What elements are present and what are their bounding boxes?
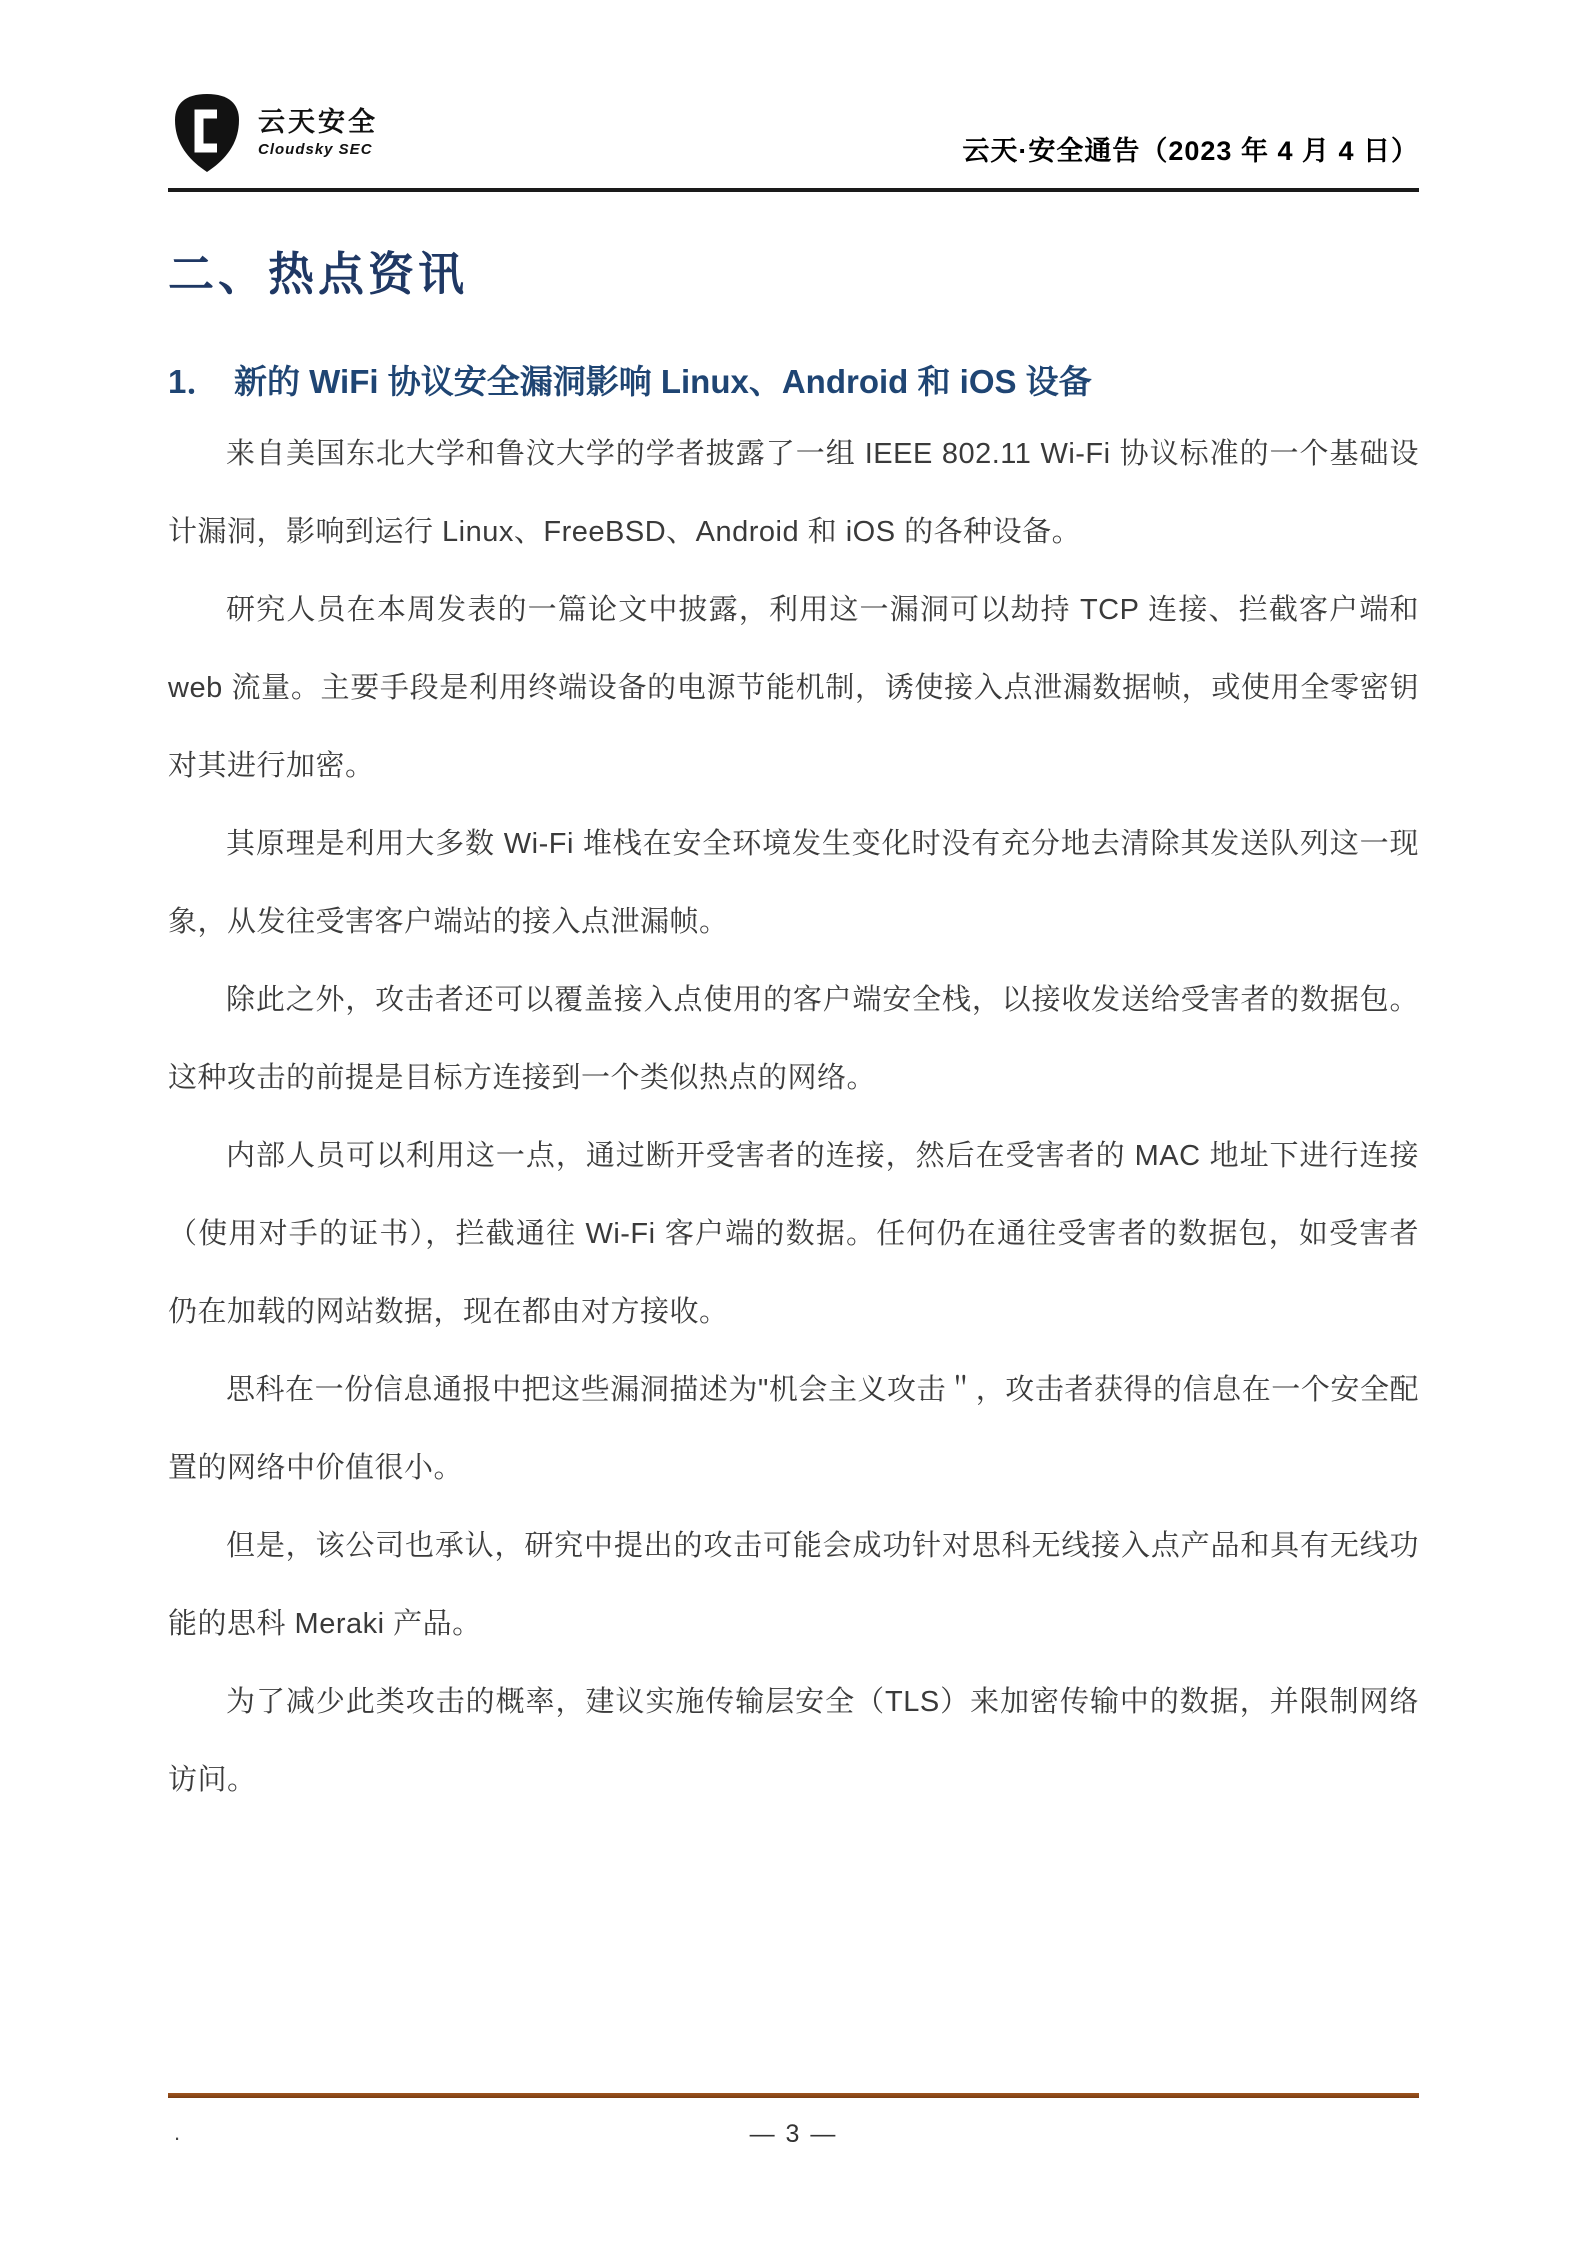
article-number: 1． [168, 363, 220, 400]
body-paragraph: 为了减少此类攻击的概率，建议实施传输层安全（TLS）来加密传输中的数据，并限制网络访问。 [168, 1686, 1419, 1796]
brand-logo [168, 92, 378, 174]
page-number: — 3 — [749, 2120, 838, 2148]
brand-name-en: Cloudsky SEC [258, 140, 373, 158]
page-footer [168, 2093, 1419, 2245]
article-title-text: 新的 WiFi 协议安全漏洞影响 Linux、Android 和 iOS 设备 [234, 363, 1092, 400]
body-paragraph: 除此之外，攻击者还可以覆盖接入点使用的客户端安全栈，以接收发送给受害者的数据包。这种攻击的前提是目标方连接到一个类似热点的网络。 [168, 984, 1419, 1094]
body-paragraph: 内部人员可以利用这一点，通过断开受害者的连接，然后在受害者的 MAC 地址下进行连接（使用对手的证书），拦截通往 Wi-Fi 客户端的数据。任何仍在通往受害者的数据包，如受害者仍在加载的网站数据，现在都由对方接收。 [168, 1140, 1419, 1328]
footer-rule [168, 2093, 1419, 2098]
body-paragraph: 思科在一份信息通报中把这些漏洞描述为"机会主义攻击＂，攻击者获得的信息在一个安全配置的网络中价值很小。 [168, 1374, 1419, 1484]
article-body [168, 415, 1419, 1819]
section-title: 二、热点资讯 [168, 248, 468, 300]
footer-dot: . [174, 2120, 181, 2145]
shield-logo-icon [168, 92, 246, 174]
article-title [168, 356, 1419, 403]
body-paragraph: 其原理是利用大多数 Wi-Fi 堆栈在安全环境发生变化时没有充分地去清除其发送队列这一现象，从发往受害客户端站的接入点泄漏帧。 [168, 828, 1419, 938]
bulletin-title: 云天·安全通告（2023 年 4 月 4 日） [962, 136, 1419, 166]
brand-name-cn: 云天安全 [258, 106, 378, 137]
brand-text [258, 108, 378, 158]
body-paragraph: 但是，该公司也承认，研究中提出的攻击可能会成功针对思科无线接入点产品和具有无线功能的思科 Meraki 产品。 [168, 1530, 1419, 1640]
page-header [168, 0, 1419, 192]
footer-row [168, 2120, 1419, 2149]
body-paragraph: 来自美国东北大学和鲁汶大学的学者披露了一组 IEEE 802.11 Wi-Fi 协议标准的一个基础设计漏洞，影响到运行 Linux、FreeBSD、Android 和 iOS 的各种设备。 [168, 438, 1419, 548]
body-paragraph: 研究人员在本周发表的一篇论文中披露，利用这一漏洞可以劫持 TCP 连接、拦截客户端和 web 流量。主要手段是利用终端设备的电源节能机制，诱使接入点泄漏数据帧，或使用全零密钥对其进行加密。 [168, 594, 1419, 782]
